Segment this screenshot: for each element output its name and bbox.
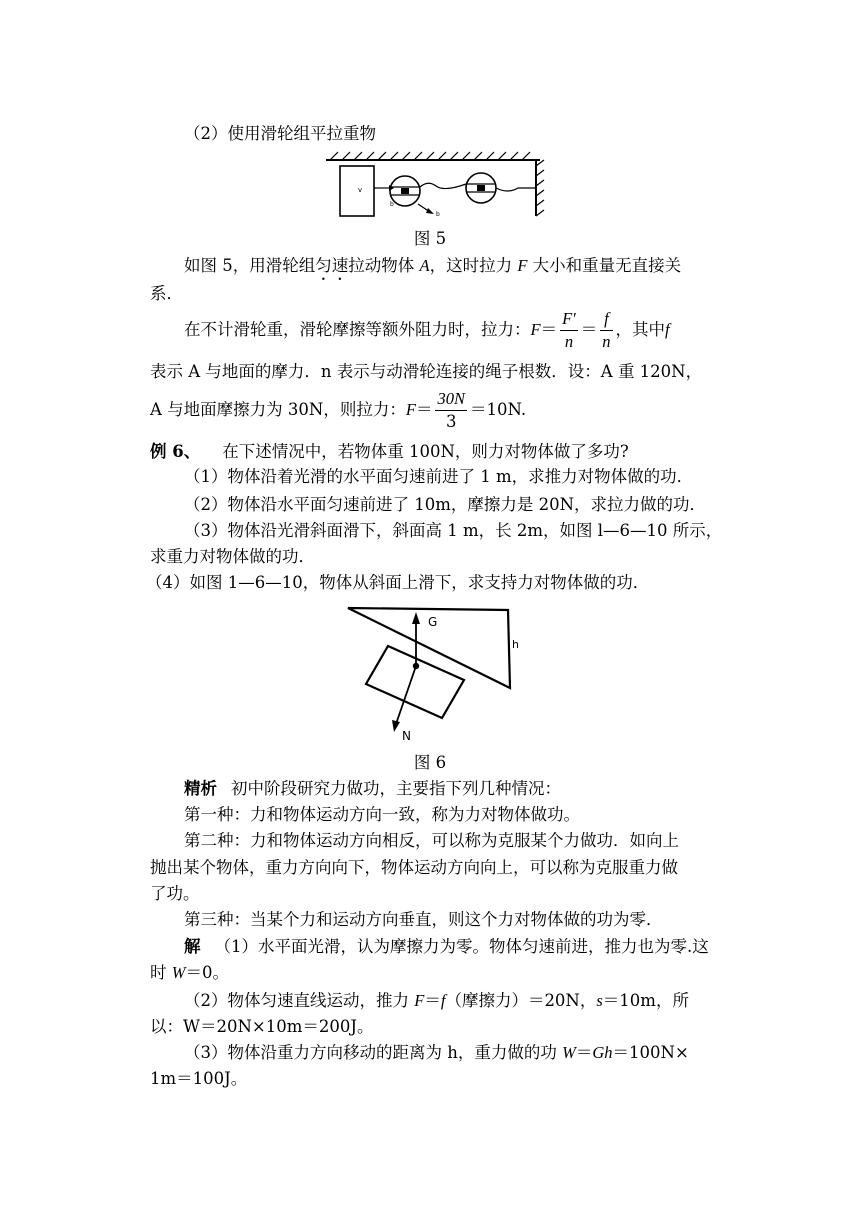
solution-1-cont: 时 W＝0。 xyxy=(150,963,229,982)
analysis-case-3: 第三种：当某个力和运动方向垂直，则这个力对物体做的功为零． xyxy=(184,910,663,929)
question-3-cont: 求重力对物体做的功． xyxy=(150,547,315,566)
analysis-case-1: 第一种：力和物体运动方向一致，称为力对物体做功。 xyxy=(184,805,580,824)
analysis-case-2: 第二种：力和物体运动方向相反，可以称为克服某个力做功．如向上 xyxy=(184,831,679,850)
fraction-30n-over-3: $\frac{30N}{3}$ xyxy=(437,389,465,431)
formula-line: A 与地面摩擦力为 30N，则拉力：F＝ $\frac{30N}{3}$ ＝10N. xyxy=(150,389,527,431)
solution-3-cont: 1m＝100J。 xyxy=(150,1069,248,1088)
paragraph-line: 如图 5，用滑轮组匀速拉动物体 A，这时拉力 F 大小和重量无直接关 xyxy=(184,256,682,275)
fig6-label-bottom: N xyxy=(402,729,411,743)
figure-6-caption: 图 6 xyxy=(413,753,447,772)
fraction-f-over-n: $\frac{f}{n}$ xyxy=(602,309,611,351)
solution-3: （3）物体沿重力方向移动的距离为 h，重力做的功 W＝Gh＝100N× xyxy=(184,1043,689,1062)
paragraph-line: 表示 A 与地面的摩力．n 表示与动滑轮连接的绳子根数．设：A 重 120N， xyxy=(150,362,703,381)
figure-5-caption: 图 5 xyxy=(413,229,447,248)
section-heading: （2）使用滑轮组平拉重物 xyxy=(184,124,376,143)
example-label: 例 6、 xyxy=(150,442,201,461)
fig6-label-side: h xyxy=(512,638,519,651)
paragraph-line: 系． xyxy=(150,284,183,303)
solution-2: （2）物体匀速直线运动，推力 F＝f（摩擦力）＝20N，s＝10m，所 xyxy=(184,991,689,1010)
fig5-label-b1: b xyxy=(390,201,394,208)
fig5-label-b2: b xyxy=(436,211,440,218)
figure-5-pulley-diagram xyxy=(318,150,550,220)
analysis-intro: 精析 初中阶段研究力做功，主要指下列几种情况： xyxy=(184,779,561,798)
fig6-label-top: G xyxy=(428,615,438,629)
figure-6-incline-diagram xyxy=(340,600,526,746)
formula-line: 在不计滑轮重，滑轮摩擦等额外阻力时，拉力：F＝ $\frac{F'}{n}$ ＝ $\frac{f}{n}$ ，其中f xyxy=(184,309,670,351)
solution-2-cont: 以：W＝20N×10m＝200J。 xyxy=(150,1017,374,1036)
question-4: （4）如图 1—6—10，物体从斜面上滑下，求支持力对物体做的功． xyxy=(146,573,650,592)
fig5-label-v: v xyxy=(358,186,363,194)
solution-1: 解 （1）水平面光滑，认为摩擦力为零。物体匀速前进，推力也为零.这 xyxy=(184,937,709,956)
question-2: （2）物体沿水平面匀速前进了 10m，摩擦力是 20N，求拉力做的功． xyxy=(184,495,707,514)
fraction-f-prime-over-n: $\frac{F'}{n}$ xyxy=(562,309,576,351)
question-1: （1）物体沿着光滑的水平面匀速前进了 1 m，求推力对物体做的功． xyxy=(184,467,694,486)
question-3: （3）物体沿光滑斜面滑下，斜面高 1 m，长 2m，如图 l—6—10 所示， xyxy=(184,521,723,540)
analysis-case-2-end: 了功。 xyxy=(150,884,200,903)
example-6-question: 例 6、 在下述情况中，若物体重 100N，则力对物体做了多功? xyxy=(150,442,629,461)
analysis-case-2-cont: 抛出某个物体，重力方向向下，物体运动方向向上，可以称为克服重力做 xyxy=(150,858,678,877)
